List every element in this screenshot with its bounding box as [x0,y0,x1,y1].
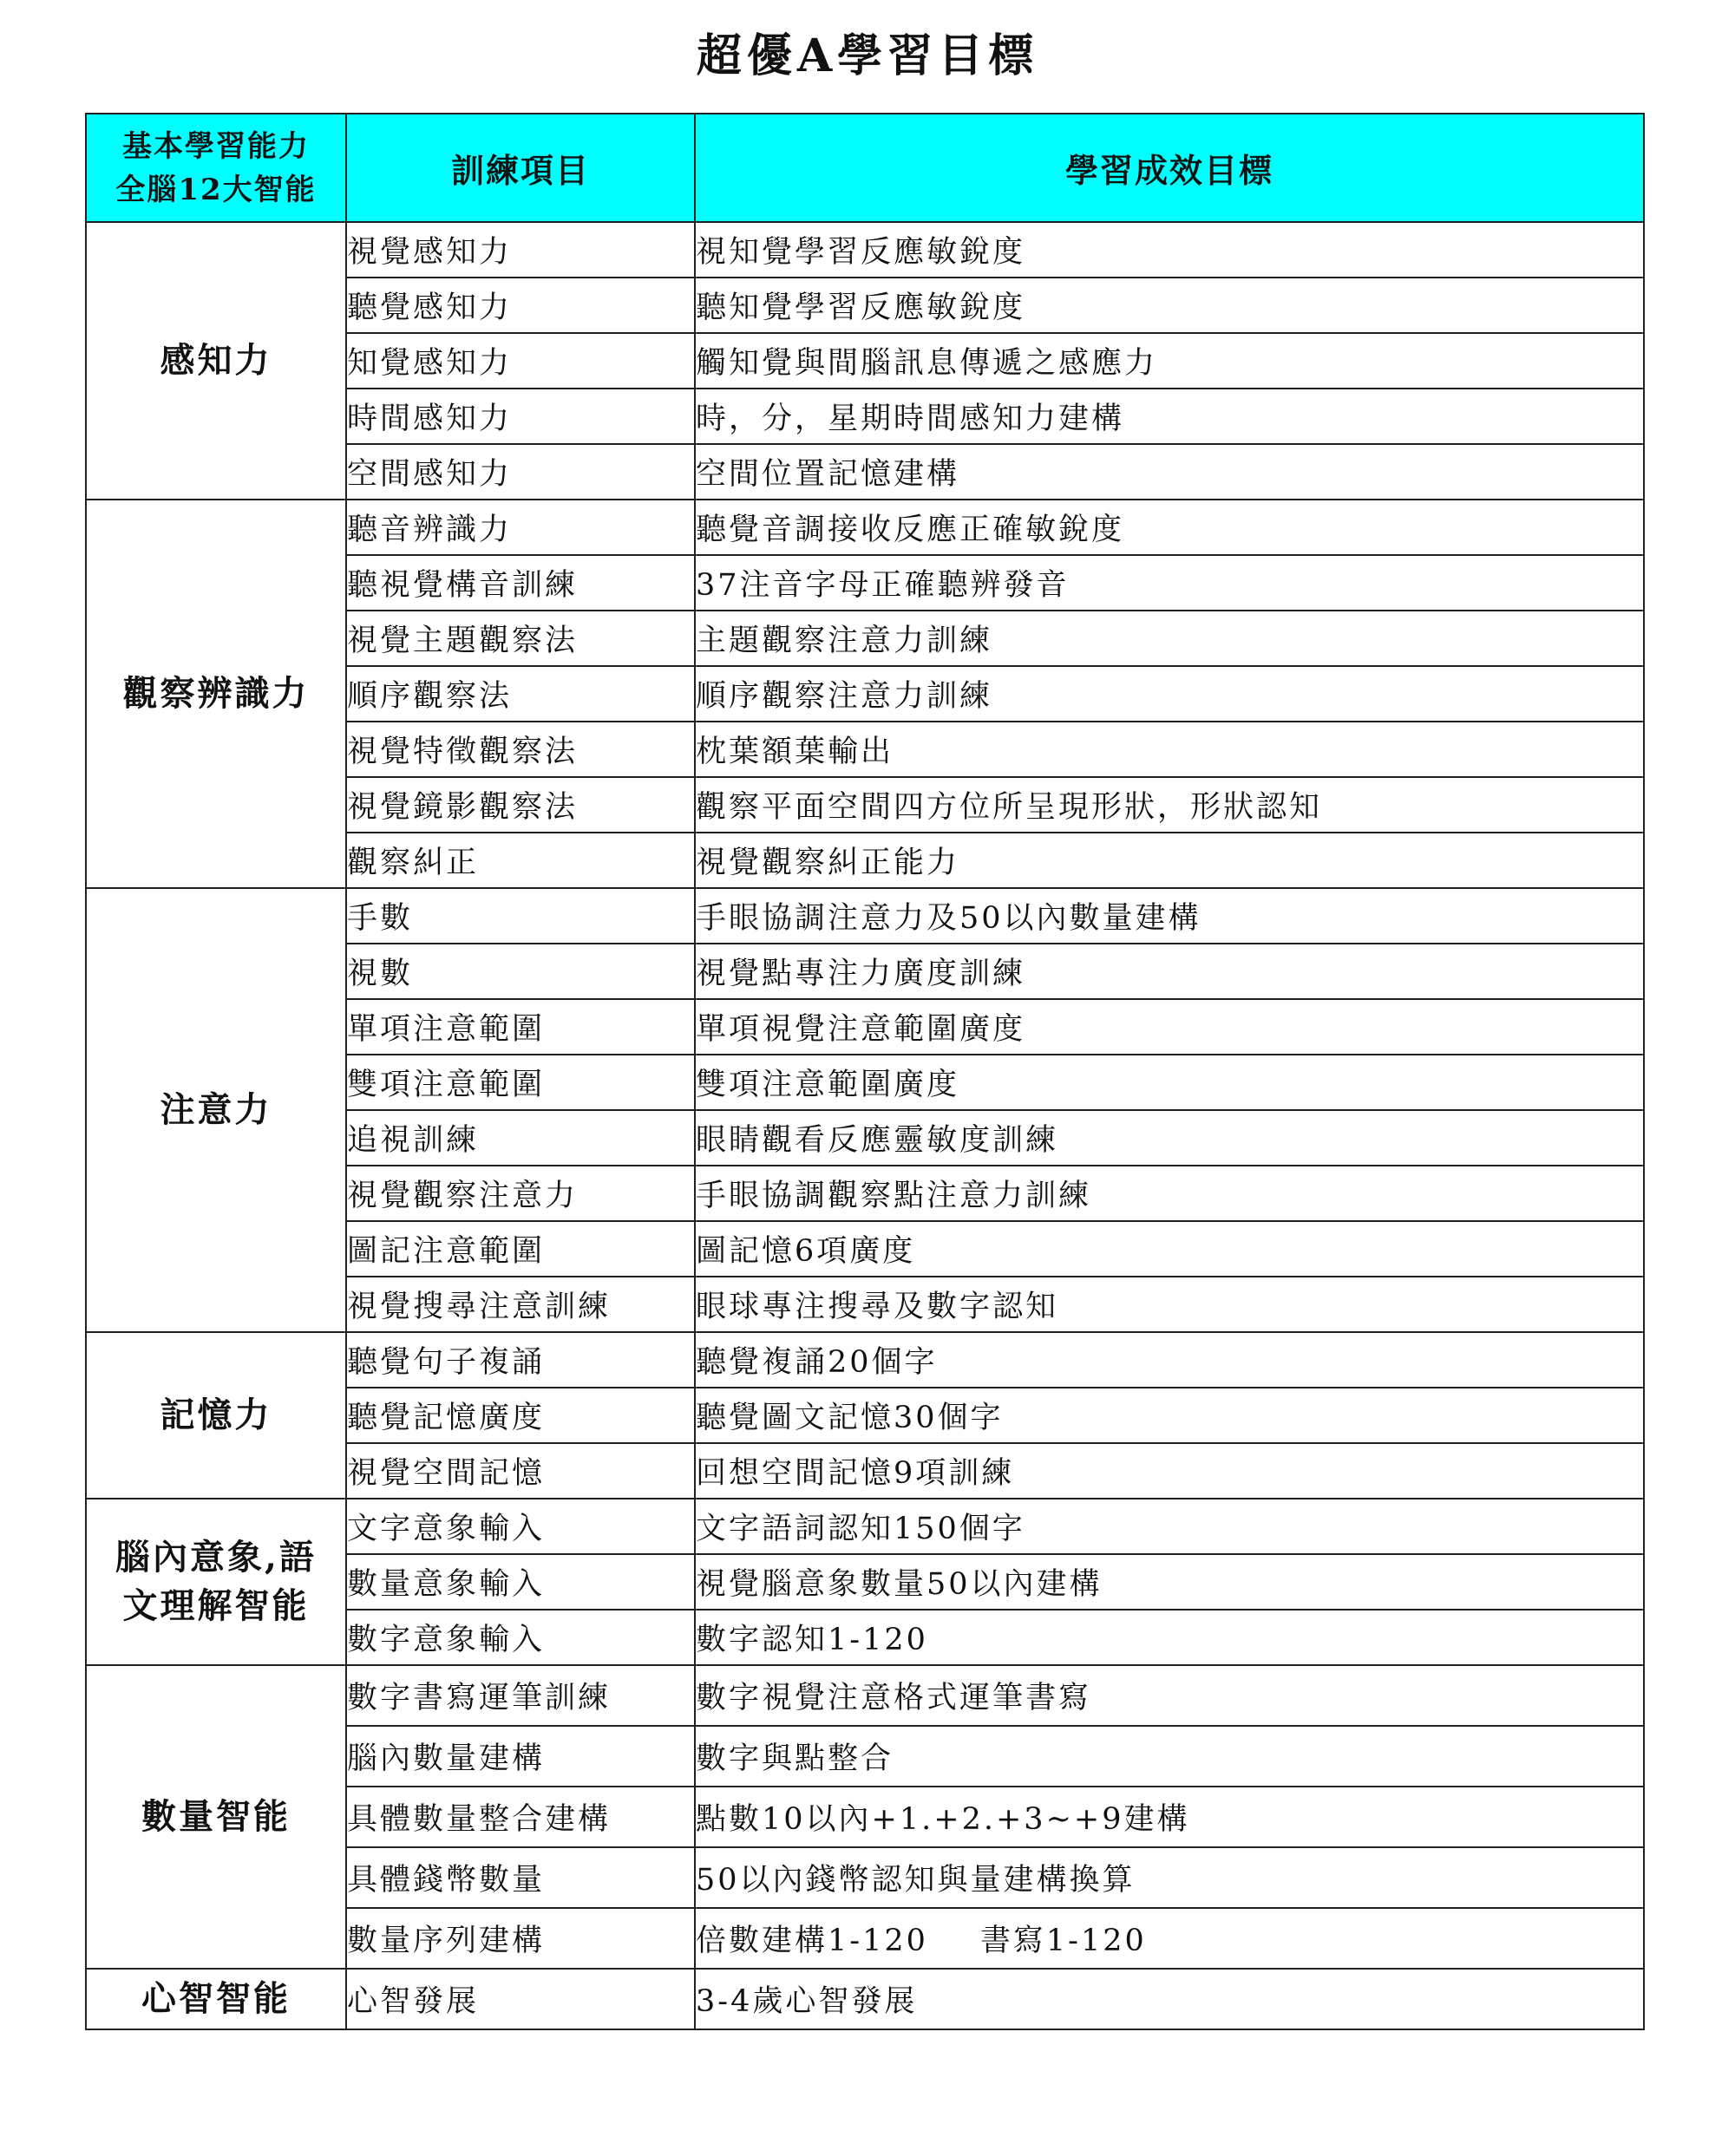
table-row [86,500,1644,555]
category-cell [86,1332,346,1499]
category-name: 感知力 [160,340,272,381]
learning-goal-text: 空間位置記憶建構 [696,457,960,492]
learning-goal-cell [695,1665,1644,1726]
header-basic-ability-line1: 基本學習能力 [122,128,310,164]
training-item-cell: 心智發展 [346,1969,695,2029]
training-item-cell: 聽音辨識力 [346,500,695,555]
learning-goal-text: 聽覺音調接收反應正確敏銳度 [696,513,1125,547]
category-cell [86,222,346,500]
learning-goal-cell [695,999,1644,1055]
category-name: 文理解智能 [122,1585,310,1626]
learning-goal-text: 雙項注意範圍廣度 [696,1068,960,1102]
training-item-cell: 圖記注意範圍 [346,1221,695,1277]
training-item-cell: 手數 [346,888,695,944]
training-item-cell: 腦內數量建構 [346,1726,695,1787]
table-row [86,222,1644,278]
learning-goal-text: 枕葉額葉輸出 [696,735,894,769]
learning-goal-cell [695,500,1644,555]
training-item-cell: 視覺觀察注意力 [346,1166,695,1221]
training-item-cell: 視覺感知力 [346,222,695,278]
learning-goal-text: 視覺點專注力廣度訓練 [696,957,1026,991]
learning-goal-text: 視覺觀察糾正能力 [696,846,960,880]
header-basic-ability-line2: 全腦12大智能 [115,172,317,207]
training-item-cell: 文字意象輸入 [346,1499,695,1554]
header-training-item: 訓練項目 [346,114,695,222]
learning-goal-cell [695,278,1644,333]
learning-goal-text: 數字認知1-120 [696,1623,928,1657]
learning-goal-cell [695,1388,1644,1443]
training-item-cell: 時間感知力 [346,389,695,444]
learning-goal-text: 聽覺複誦20個字 [696,1345,938,1380]
table-row [86,1665,1644,1726]
training-item-cell: 追視訓練 [346,1110,695,1166]
training-item-cell: 視覺搜尋注意訓練 [346,1277,695,1332]
learning-goal-text: 50以內錢幣認知與量建構換算 [696,1863,1136,1898]
category-name: 心智智能 [141,1978,291,2019]
learning-goal-extra-text: 書寫1-120 [979,1924,1147,1958]
category-name: 腦內意象,語 [115,1537,317,1578]
learning-goal-text: 倍數建構1-120 [696,1924,928,1958]
category-name: 注意力 [160,1089,272,1130]
learning-goal-cell [695,1443,1644,1499]
learning-goal-text: 數字視覺注意格式運筆書寫 [696,1681,1092,1715]
training-item-cell: 聽覺記憶廣度 [346,1388,695,1443]
learning-goal-cell [695,1726,1644,1787]
table-row [86,888,1644,944]
learning-goal-text: 3-4歲心智發展 [696,1984,918,2019]
learning-goal-cell [695,1277,1644,1332]
learning-goal-text: 回想空間記憶9項訓練 [696,1456,1015,1491]
table-header-row [86,114,1644,222]
category-cell [86,888,346,1332]
learning-goal-cell [695,1908,1644,1969]
header-learning-goal: 學習成效目標 [695,114,1644,222]
learning-goal-text: 主題觀察注意力訓練 [696,624,993,658]
learning-goal-cell [695,1554,1644,1610]
learning-goal-cell [695,611,1644,666]
learning-goal-cell [695,333,1644,389]
learning-goal-cell [695,1221,1644,1277]
learning-goal-cell [695,1969,1644,2029]
training-item-cell: 數量序列建構 [346,1908,695,1969]
learning-goal-cell [695,389,1644,444]
learning-goal-text: 單項視覺注意範圍廣度 [696,1012,1026,1047]
training-item-cell: 聽視覺構音訓練 [346,555,695,611]
training-item-cell: 具體數量整合建構 [346,1787,695,1847]
learning-goal-cell [695,222,1644,278]
learning-goal-text: 觸知覺與間腦訊息傳遞之感應力 [696,346,1158,381]
learning-goal-cell [695,666,1644,722]
learning-goal-text: 視覺腦意象數量50以內建構 [696,1567,1103,1602]
training-item-cell: 數字意象輸入 [346,1610,695,1665]
category-name: 觀察辨識力 [122,673,310,714]
learning-goal-text: 點數10以內+1.+2.+3~+9建構 [696,1802,1190,1837]
training-item-cell: 視覺空間記憶 [346,1443,695,1499]
learning-goal-cell [695,777,1644,833]
training-item-cell: 空間感知力 [346,444,695,500]
table-row [86,1499,1644,1554]
training-item-cell: 視覺主題觀察法 [346,611,695,666]
learning-goal-cell [695,1847,1644,1908]
learning-goal-text: 時，分，星期時間感知力建構 [696,402,1125,436]
learning-goal-cell [695,1332,1644,1388]
training-item-cell: 數字書寫運筆訓練 [346,1665,695,1726]
learning-goal-text: 37注音字母正確聽辨發音 [696,568,1070,603]
learning-goal-cell [695,833,1644,888]
category-cell [86,1499,346,1665]
learning-goal-text: 數字與點整合 [696,1741,894,1776]
training-item-cell: 順序觀察法 [346,666,695,722]
category-cell [86,1665,346,1969]
learning-goal-cell [695,1166,1644,1221]
learning-goal-text: 順序觀察注意力訓練 [696,679,993,714]
learning-goal-cell [695,888,1644,944]
training-item-cell: 視數 [346,944,695,999]
learning-goal-text: 手眼協調觀察點注意力訓練 [696,1179,1092,1213]
learning-goal-cell [695,1110,1644,1166]
learning-goal-cell [695,1499,1644,1554]
category-cell [86,1969,346,2029]
table-row [86,1969,1644,2029]
learning-goal-cell [695,444,1644,500]
header-basic-ability [86,114,346,222]
learning-goal-text: 聽覺圖文記憶30個字 [696,1401,1004,1435]
training-item-cell: 聽覺句子複誦 [346,1332,695,1388]
learning-goals-table [85,113,1645,2030]
page-title: 超優A學習目標 [696,29,1039,82]
training-item-cell: 具體錢幣數量 [346,1847,695,1908]
learning-goal-text: 眼球專注搜尋及數字認知 [696,1290,1059,1324]
learning-goal-cell [695,1055,1644,1110]
learning-goal-text: 視知覺學習反應敏銳度 [696,235,1026,270]
learning-goal-text: 眼睛觀看反應靈敏度訓練 [696,1123,1059,1158]
learning-goal-cell [695,722,1644,777]
table-body [86,222,1644,2029]
table-row [86,1332,1644,1388]
learning-goal-text: 手眼協調注意力及50以內數量建構 [696,901,1201,936]
training-item-cell: 聽覺感知力 [346,278,695,333]
training-item-cell: 觀察糾正 [346,833,695,888]
learning-goal-text: 圖記憶6項廣度 [696,1234,916,1269]
training-item-cell: 數量意象輸入 [346,1554,695,1610]
training-item-cell: 單項注意範圍 [346,999,695,1055]
learning-goal-cell [695,1610,1644,1665]
training-item-cell: 視覺特徵觀察法 [346,722,695,777]
category-cell [86,500,346,888]
learning-goal-text: 聽知覺學習反應敏銳度 [696,291,1026,325]
training-item-cell: 雙項注意範圍 [346,1055,695,1110]
category-name: 數量智能 [141,1796,291,1837]
learning-goal-text: 文字語詞認知150個字 [696,1512,1025,1546]
learning-goal-cell [695,944,1644,999]
learning-goal-cell [695,1787,1644,1847]
learning-goal-cell [695,555,1644,611]
learning-goal-text: 觀察平面空間四方位所呈現形狀，形狀認知 [696,790,1323,825]
category-name: 記憶力 [160,1395,272,1435]
training-item-cell: 知覺感知力 [346,333,695,389]
training-item-cell: 視覺鏡影觀察法 [346,777,695,833]
